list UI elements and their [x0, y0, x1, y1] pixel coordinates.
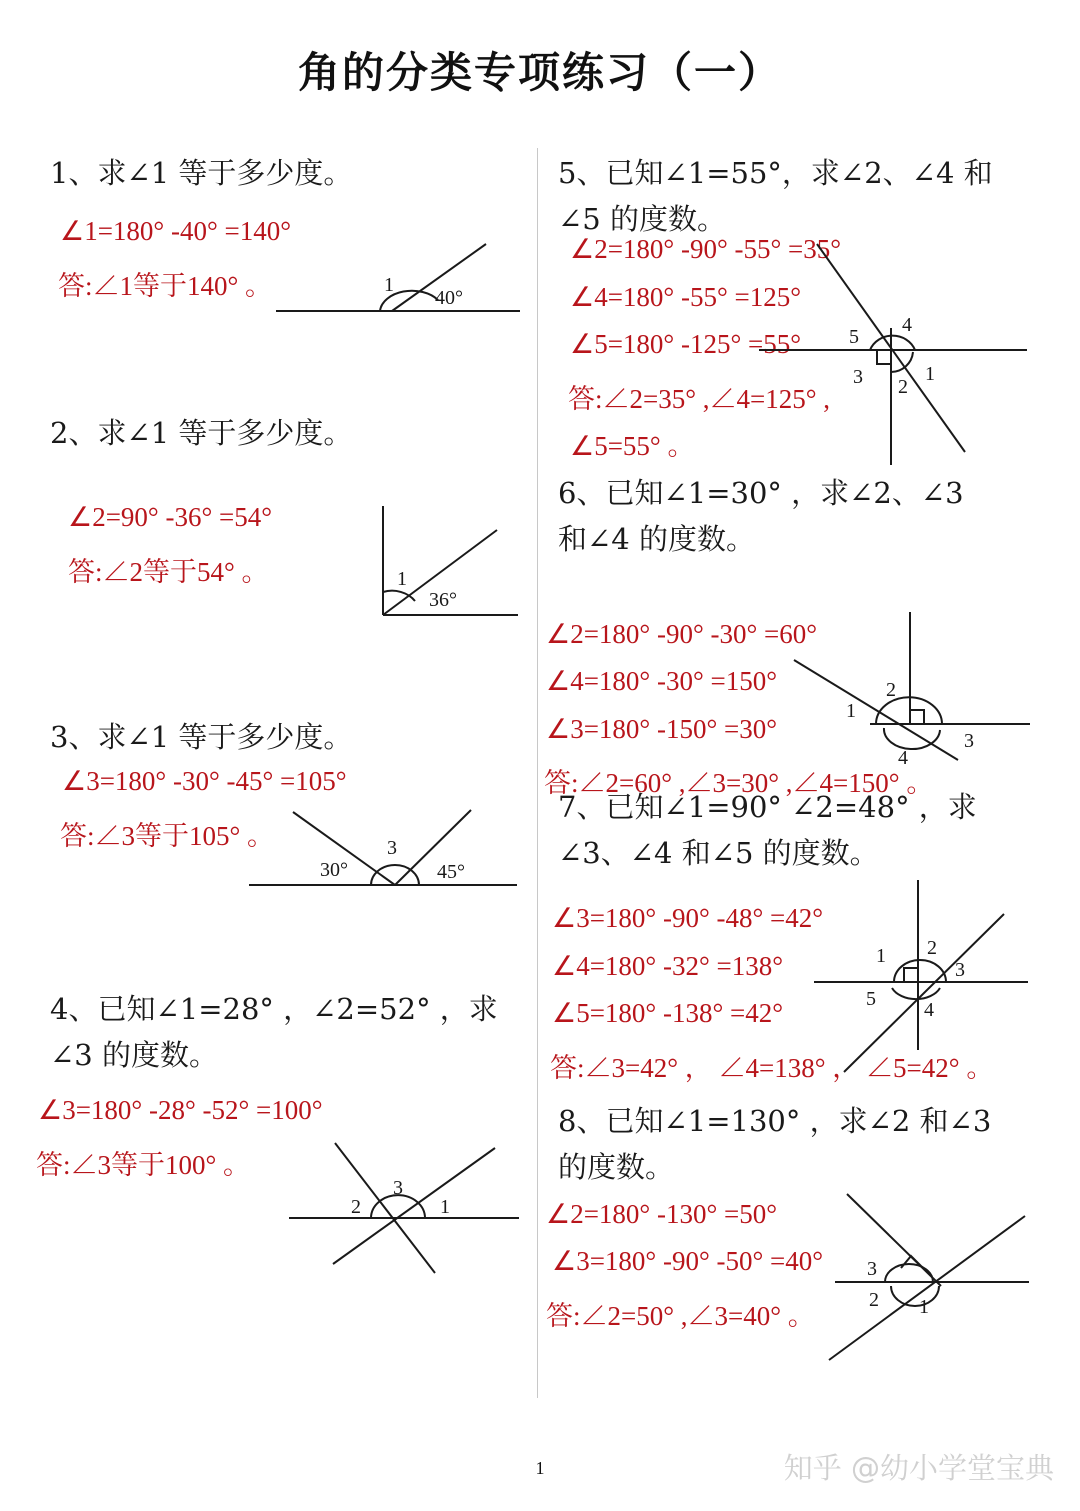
problem-6-figure: [790, 610, 1035, 770]
problem-6-label-2: 2: [886, 679, 896, 701]
problem-6-label-1: 1: [846, 700, 856, 722]
problem-8-figure: [825, 1190, 1035, 1365]
problem-5-label-1: 1: [925, 363, 935, 385]
problem-4-figure: [285, 1140, 525, 1280]
problem-7-figure: [810, 878, 1035, 1078]
problem-5-question-line-1: 5、已知∠1=55°，求∠2、∠4 和: [558, 156, 993, 190]
problem-5-label-2: 2: [898, 376, 908, 398]
problem-6-question-line-1: 6、已知∠1=30° ，求∠2、∠3: [558, 476, 964, 510]
problem-7-label-2: 2: [927, 937, 937, 959]
problem-7-label-5: 5: [866, 988, 876, 1010]
problem-6-calc-1: ∠2=180° -90° -30° =60°: [546, 619, 818, 649]
problem-4-question-line-2: ∠3 的度数。: [50, 1038, 218, 1072]
problem-6-calc-2: ∠4=180° -30° =150°: [546, 666, 778, 696]
problem-2-figure: [375, 500, 525, 620]
watermark: 知乎 @幼小学堂宝典: [783, 1451, 1054, 1485]
problem-6-label-3: 3: [964, 730, 974, 752]
problem-1-calc: ∠1=180° -40° =140°: [60, 216, 292, 246]
problem-5-question-line-2: ∠5 的度数。: [558, 202, 726, 236]
problem-8-calc-1: ∠2=180° -130° =50°: [546, 1199, 778, 1229]
problem-2-label-1: 1: [397, 568, 407, 590]
problem-3-label-30: 30°: [320, 859, 348, 881]
problem-7-label-1: 1: [876, 945, 886, 967]
problem-5-calc-2: ∠4=180° -55° =125°: [570, 282, 802, 312]
problem-8-label-3: 3: [867, 1258, 877, 1280]
problem-4-label-2: 2: [351, 1196, 361, 1218]
problem-3-question: 3、求∠1 等于多少度。: [50, 720, 353, 754]
problem-1-answer: 答:∠1等于140° 。: [58, 271, 273, 301]
problem-7-label-3: 3: [955, 959, 965, 981]
problem-7-question-line-2: ∠3、∠4 和∠5 的度数。: [558, 836, 879, 870]
problem-6-calc-3: ∠3=180° -150° =30°: [546, 714, 778, 744]
problem-1-label-40: 40°: [435, 287, 463, 309]
problem-7-calc-3: ∠5=180° -138° =42°: [552, 998, 784, 1028]
problem-8-answer: 答:∠2=50° ,∠3=40° 。: [546, 1301, 815, 1331]
problem-7-question-line-1: 7、已知∠1=90° ∠2=48° ，求: [558, 790, 977, 824]
problem-8-label-1: 1: [919, 1296, 929, 1318]
problem-7-answer: 答:∠3=42° ， ∠4=138° ， ∠5=42° 。: [550, 1053, 994, 1083]
problem-2-answer: 答:∠2等于54° 。: [68, 557, 269, 587]
problem-3-calc: ∠3=180° -30° -45° =105°: [62, 766, 347, 796]
problem-8-label-2: 2: [869, 1289, 879, 1311]
problem-1-label-1: 1: [384, 274, 394, 296]
problem-6-label-4: 4: [898, 747, 908, 769]
problem-6-answer: 答:∠2=60° ,∠3=30° ,∠4=150° 。: [544, 768, 934, 798]
problem-4-label-3: 3: [393, 1177, 403, 1199]
problem-5-label-3: 3: [853, 366, 863, 388]
problem-8-calc-2: ∠3=180° -90° -50° =40°: [552, 1246, 824, 1276]
problem-8-question-line-1: 8、已知∠1=130° ，求∠2 和∠3: [558, 1104, 992, 1138]
problem-6-question-line-2: 和∠4 的度数。: [558, 522, 755, 556]
problem-1-figure: [270, 238, 530, 318]
problem-4-label-1: 1: [440, 1196, 450, 1218]
problem-5-calc-3: ∠5=180° -125° =55°: [570, 329, 802, 359]
problem-4-answer: 答:∠3等于100° 。: [36, 1150, 251, 1180]
problem-4-question-line-1: 4、已知∠1=28° ，∠2=52° ，求: [50, 992, 498, 1026]
problem-4-calc: ∠3=180° -28° -52° =100°: [38, 1095, 323, 1125]
page-number: 1: [535, 1458, 545, 1478]
problem-5-label-5: 5: [849, 326, 859, 348]
problem-8-question-line-2: 的度数。: [558, 1150, 675, 1184]
problem-5-calc-1: ∠2=180° -90° -55° =35°: [570, 234, 842, 264]
problem-3-figure: [245, 800, 525, 895]
problem-2-label-36: 36°: [429, 589, 457, 611]
problem-5-figure: [755, 240, 1035, 470]
problem-1-question: 1、求∠1 等于多少度。: [50, 156, 353, 190]
problem-5-answer-2: ∠5=55° 。: [570, 431, 695, 461]
problem-2-calc: ∠2=90° -36° =54°: [68, 502, 273, 532]
problem-3-label-3: 3: [387, 837, 397, 859]
problem-2-question: 2、求∠1 等于多少度。: [50, 416, 353, 450]
problem-7-calc-1: ∠3=180° -90° -48° =42°: [552, 903, 824, 933]
problem-3-label-45: 45°: [437, 861, 465, 883]
problem-5-label-4: 4: [902, 314, 912, 336]
page-title: 角的分类专项练习（一）: [297, 48, 782, 97]
column-divider: [537, 148, 538, 1398]
problem-7-label-4: 4: [924, 999, 934, 1021]
problem-7-calc-2: ∠4=180° -32° =138°: [552, 951, 784, 981]
problem-3-answer: 答:∠3等于105° 。: [60, 821, 275, 851]
problem-5-answer-1: 答:∠2=35° ,∠4=125° ,: [568, 384, 831, 414]
